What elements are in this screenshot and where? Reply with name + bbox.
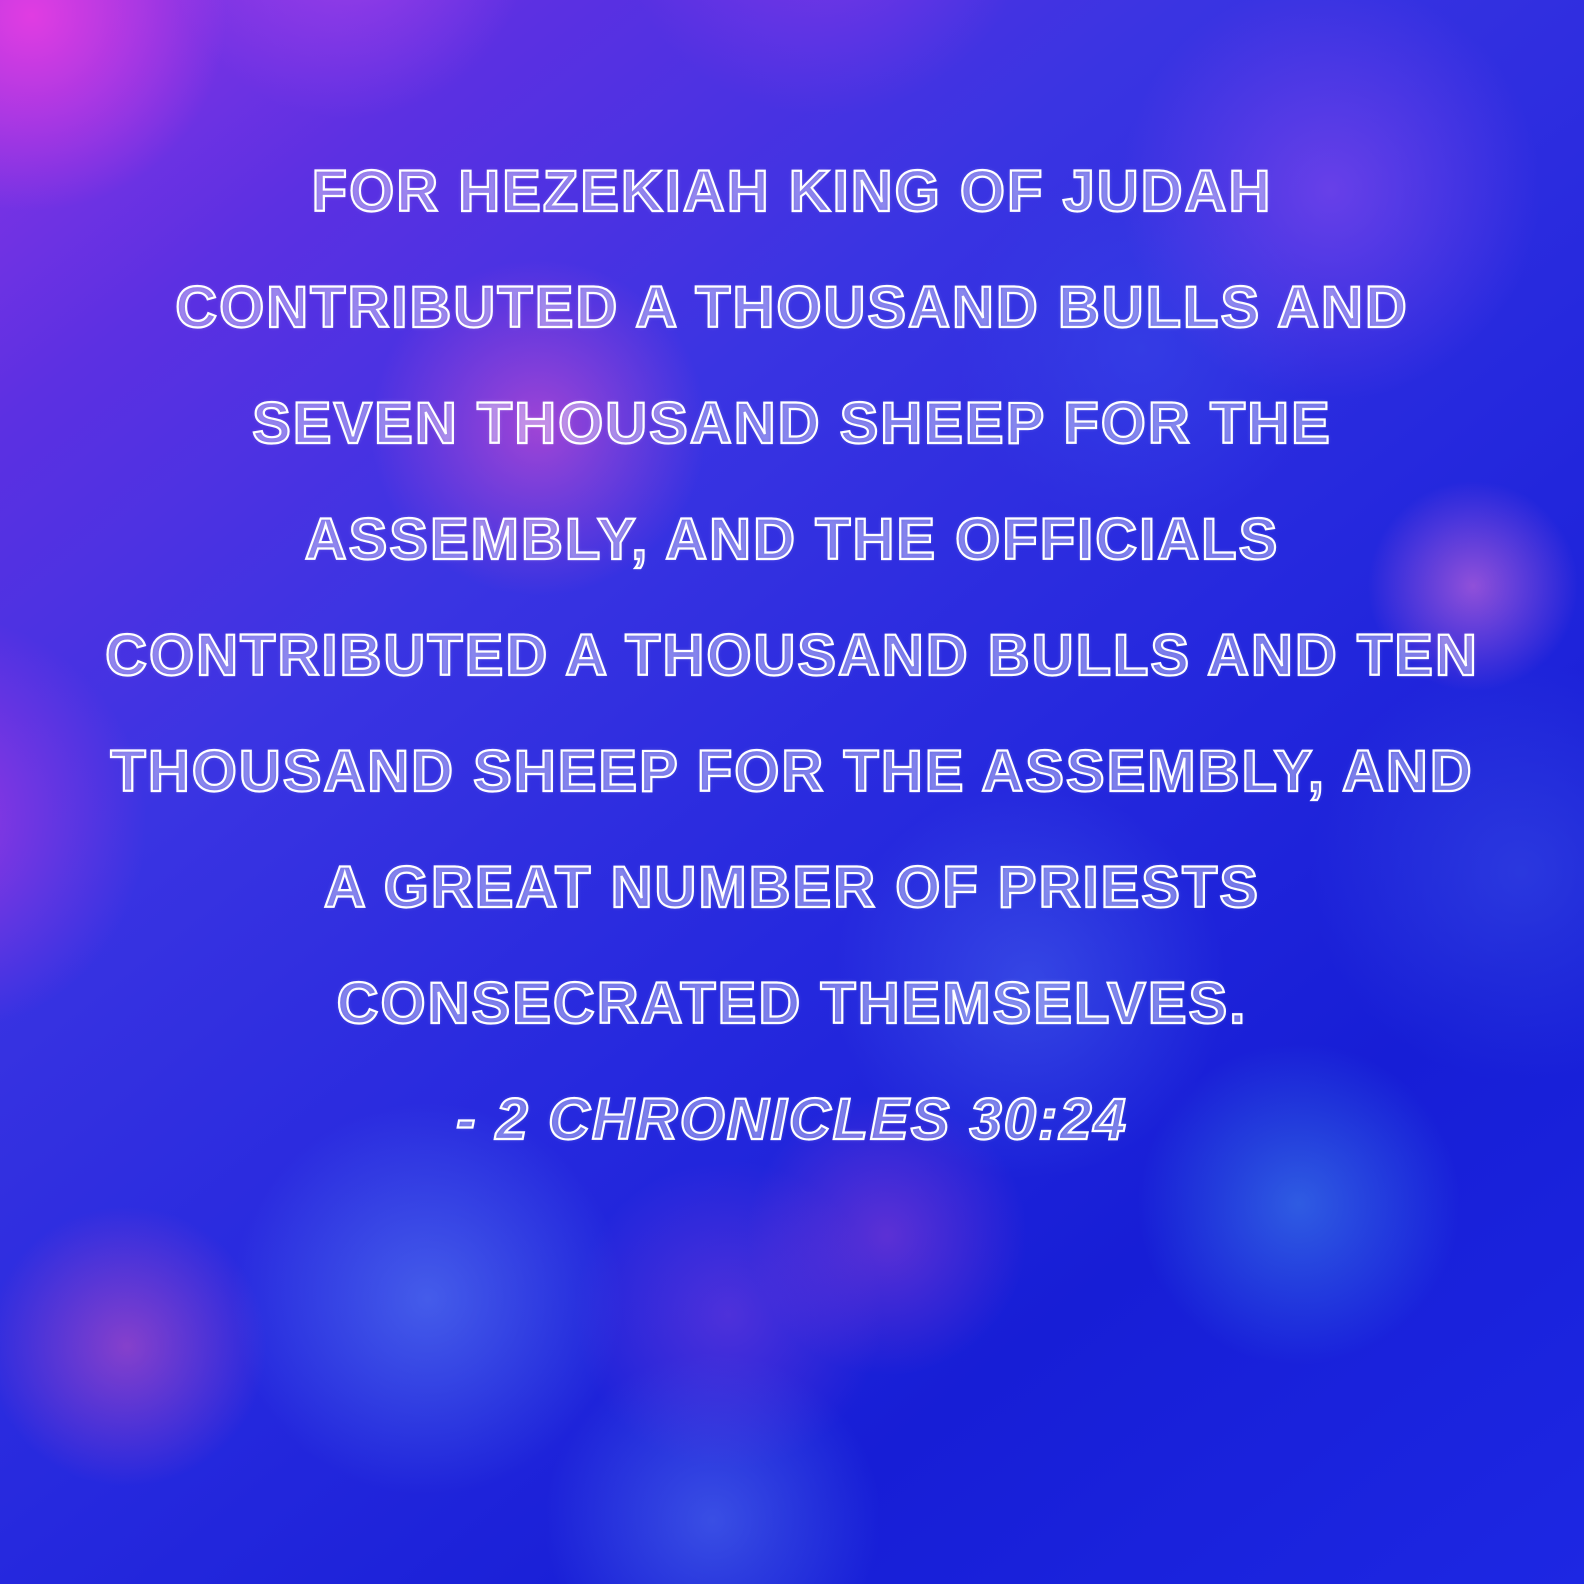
verse-line-1: FOR HEZEKIAH KING OF JUDAH (311, 159, 1273, 224)
verse-reference: - 2 CHRONICLES 30:24 (456, 1087, 1128, 1152)
verse-line-3: SEVEN THOUSAND SHEEP FOR THE (252, 391, 1332, 456)
verse-text-block (0, 134, 1584, 1178)
verse-line-7: A GREAT NUMBER OF PRIESTS (323, 855, 1261, 920)
verse-line-6: THOUSAND SHEEP FOR THE ASSEMBLY, AND (110, 739, 1474, 804)
verse-line-2: CONTRIBUTED A THOUSAND BULLS AND (175, 275, 1409, 340)
verse-line-4: ASSEMBLY, AND THE OFFICIALS (304, 507, 1280, 572)
verse-line-5: CONTRIBUTED A THOUSAND BULLS AND TEN (105, 623, 1479, 688)
verse-line-8: CONSECRATED THEMSELVES. (336, 971, 1248, 1036)
